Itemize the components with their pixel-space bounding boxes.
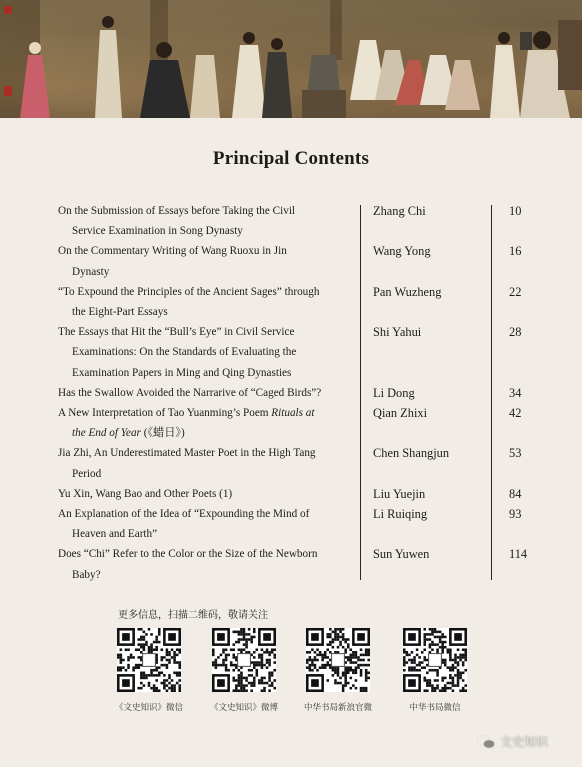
- contents-entry: [58, 403, 538, 443]
- qr-code-icon[interactable]: [403, 628, 467, 692]
- entry-title: Does “Chi” Refer to the Color or the Size of the Newborn Baby?: [58, 548, 318, 581]
- entry-page: 84: [509, 486, 522, 501]
- entry-author: Liu Yuejin: [373, 486, 426, 501]
- entry-author: Wang Yong: [373, 244, 431, 259]
- column-divider: [491, 205, 492, 580]
- entry-title: On the Submission of Essays before Taking the Civil Service Examination in Song Dynasty: [58, 205, 296, 238]
- entry-page: 93: [509, 507, 522, 522]
- entry-page: 114: [509, 547, 528, 562]
- contents-entry: [58, 544, 538, 584]
- entry-page: 10: [509, 204, 522, 218]
- contents-entry: [58, 484, 538, 504]
- column-divider: [360, 205, 361, 580]
- entry-author: Li Dong: [373, 385, 415, 400]
- qr-caption: 中华书局微信: [409, 703, 461, 713]
- wechat-logo-icon: [476, 734, 496, 750]
- entry-author: Li Ruiqing: [373, 507, 428, 522]
- entry-page: 16: [509, 244, 522, 259]
- entry-title: A New Interpretation of Tao Yuanming’s Poem Rituals at the End of Year (《蜡日》): [58, 407, 315, 440]
- entry-author: Chen Shangjun: [373, 446, 450, 461]
- entry-page: 28: [509, 325, 522, 340]
- entry-author: Shi Yahui: [373, 325, 422, 340]
- contents-entry: [58, 443, 538, 483]
- contents-entry: [58, 322, 538, 383]
- entry-title: “To Expound the Principles of the Ancient Sages” through the Eight-Part Essays: [58, 285, 320, 319]
- contents-entry: [58, 383, 538, 403]
- watermark-text: 文史知识: [500, 735, 549, 749]
- entry-title: Has the Swallow Avoided the Narrarive of “Caged Birds”?: [58, 386, 322, 399]
- entry-author: Zhang Chi: [373, 204, 426, 218]
- qr-code-icon[interactable]: [212, 628, 276, 692]
- qr-code-icon[interactable]: [306, 628, 370, 692]
- watermark: [476, 733, 548, 750]
- follow-prompt: 更多信息，扫描二维码，敬请关注: [118, 610, 268, 621]
- contents-entry: [58, 201, 538, 241]
- banner-painting: [0, 0, 582, 118]
- qr-caption: 《文史知识》微博: [209, 703, 278, 713]
- entry-title: On the Commentary Writing of Wang Ruoxu in Jin Dynasty: [58, 245, 287, 278]
- contents-table: [58, 201, 538, 585]
- entry-title: Jia Zhi, An Underestimated Master Poet in the High Tang Period: [58, 447, 316, 480]
- qr-code-icon[interactable]: [117, 628, 181, 692]
- entry-page: 22: [509, 284, 522, 299]
- contents-entry: [58, 504, 538, 544]
- contents-entry: [58, 241, 538, 281]
- page-title: Principal Contents: [212, 148, 370, 169]
- entry-page: 42: [509, 406, 522, 421]
- contents-entry: [58, 282, 538, 322]
- banner-figures: [0, 0, 582, 118]
- entry-author: Qian Zhixi: [373, 406, 428, 421]
- entry-author: Pan Wuzheng: [373, 284, 442, 299]
- entry-author: Sun Yuwen: [373, 547, 430, 562]
- qr-caption: 《文史知识》微信: [114, 703, 183, 713]
- entry-title: Yu Xin, Wang Bao and Other Poets (1): [58, 487, 233, 500]
- entry-page: 34: [509, 385, 522, 400]
- entry-page: 53: [509, 446, 522, 461]
- entry-title: The Essays that Hit the “Bull’s Eye” in Civil Service Examinations: On the Standards of Evaluating the Examination Papers in Ming and Qing Dynasties: [58, 326, 297, 379]
- qr-caption: 中华书局新浪官微: [303, 703, 372, 713]
- entry-title: An Explanation of the Idea of “Expounding the Mind of Heaven and Earth”: [58, 508, 310, 541]
